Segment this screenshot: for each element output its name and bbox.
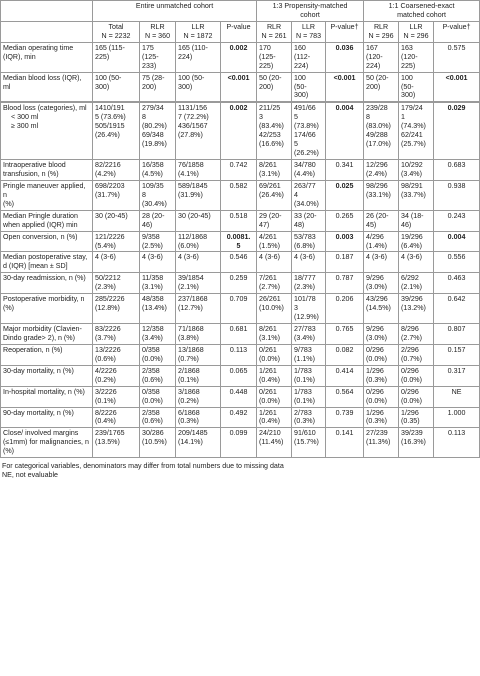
cell-e-rlr: 0/358 (0.0%) (140, 386, 176, 407)
row-label-text: Median Pringle duration when applied (IQR) min (3, 211, 78, 229)
row-label-text: Median postoperative stay, d (IQR) [mean ± SD] (3, 253, 88, 271)
cell-c-p: <0.001 (434, 72, 480, 102)
cell-c-llr: 6/292 (2.1%) (399, 273, 434, 294)
cell-total: 100 (50- 300) (93, 72, 140, 102)
row-label-text: Open conversion, n (%) (3, 232, 78, 241)
table-body (1, 42, 480, 457)
table-row (1, 324, 480, 345)
cell-p-llr: 100 (50- 300) (292, 72, 326, 102)
cell-total: 1410/191 5 (73.6%) 505/1915 (26.4%) (93, 102, 140, 159)
table-row (1, 180, 480, 210)
row-label-text: Major morbidity (Clavien- Dindo grade> 2), n (%) (3, 325, 82, 342)
group-entire-cohort: Entire unmatched cohort (93, 1, 257, 22)
cell-p-p: 0.004 (326, 102, 364, 159)
cell-e-p: 0.546 (221, 252, 257, 273)
cell-p-rlr: 29 (20- 47) (257, 210, 292, 231)
cell-p-llr: 91/610 (15.7%) (292, 428, 326, 458)
cell-p-rlr: 26/261 (10.0%) (257, 294, 292, 324)
cell-c-rlr: 43/296 (14.5%) (364, 294, 399, 324)
cell-e-p: 0.099 (221, 428, 257, 458)
cell-c-llr: 98/291 (33.7%) (399, 180, 434, 210)
cell-c-rlr: 12/296 (2.4%) (364, 160, 399, 181)
row-label (1, 231, 93, 252)
table-footnotes (0, 458, 479, 480)
footnote-ne: NE, not evaluable (2, 471, 58, 480)
cell-c-rlr: 1/296 (0.3%) (364, 407, 399, 428)
cell-p-p: 0.265 (326, 210, 364, 231)
cell-p-rlr: 7/261 (2.7%) (257, 273, 292, 294)
row-label (1, 365, 93, 386)
corner-cell (1, 1, 93, 22)
cell-p-llr: 34/780 (4.4%) (292, 160, 326, 181)
cell-e-llr: 76/1858 (4.1%) (176, 160, 221, 181)
cell-p-llr: 4 (3-6) (292, 252, 326, 273)
cell-p-p: 0.564 (326, 386, 364, 407)
header-cem-llr: LLR N = 296 (399, 21, 434, 42)
cell-c-p: 0.642 (434, 294, 480, 324)
cell-c-llr: 8/296 (2.7%) (399, 324, 434, 345)
cell-e-p: 0.259 (221, 273, 257, 294)
header-entire-rlr: RLR N = 360 (140, 21, 176, 42)
cell-p-p: 0.082 (326, 344, 364, 365)
cell-e-llr: 100 (50- 300) (176, 72, 221, 102)
cell-c-rlr: 167 (120- 224) (364, 42, 399, 72)
cell-e-llr: 13/1868 (0.7%) (176, 344, 221, 365)
cell-e-rlr: 12/358 (3.4%) (140, 324, 176, 345)
table-row (1, 252, 480, 273)
row-label-text: In-hospital mortality, n (%) (3, 387, 85, 396)
cell-c-p: 0.575 (434, 42, 480, 72)
row-label (1, 102, 93, 159)
cell-e-p: 0.518 (221, 210, 257, 231)
table-row (1, 365, 480, 386)
header-psm-llr: LLR N = 783 (292, 21, 326, 42)
cell-p-p: <0.001 (326, 72, 364, 102)
cell-e-p: 0.113 (221, 344, 257, 365)
row-label (1, 180, 93, 210)
cell-p-llr: 18/777 (2.3%) (292, 273, 326, 294)
cell-p-llr: 1/783 (0.1%) (292, 386, 326, 407)
row-sublabel: < 300 ml (11, 113, 39, 122)
cell-p-p: 0.003 (326, 231, 364, 252)
group-header-row (1, 1, 480, 22)
row-label-text: Median blood loss (IQR), ml (3, 73, 82, 91)
row-sublabel: ≥ 300 ml (11, 122, 39, 131)
cell-c-llr: 34 (18- 46) (399, 210, 434, 231)
cell-total: 165 (115- 225) (93, 42, 140, 72)
cell-e-p: 0.742 (221, 160, 257, 181)
cell-e-llr: 3/1868 (0.2%) (176, 386, 221, 407)
cell-c-llr: 0/296 (0.0%) (399, 365, 434, 386)
cell-c-llr: 4 (3-6) (399, 252, 434, 273)
cell-e-rlr: 2/358 (0.6%) (140, 407, 176, 428)
cell-p-llr: 27/783 (3.4%) (292, 324, 326, 345)
cell-p-llr: 491/66 5 (73.8%) 174/66 5 (26.2%) (292, 102, 326, 159)
row-label (1, 42, 93, 72)
table-row (1, 428, 480, 458)
cell-c-rlr: 4 (3-6) (364, 252, 399, 273)
row-label (1, 407, 93, 428)
cell-p-llr: 53/783 (6.8%) (292, 231, 326, 252)
cell-c-p: 1.000 (434, 407, 480, 428)
cell-p-llr: 263/77 4 (34.0%) (292, 180, 326, 210)
cell-e-llr: 165 (110- 224) (176, 42, 221, 72)
cell-e-p: 0.681 (221, 324, 257, 345)
cell-p-p: 0.739 (326, 407, 364, 428)
cell-e-rlr: 0/358 (0.0%) (140, 344, 176, 365)
cell-c-rlr: 9/296 (3.0%) (364, 324, 399, 345)
cell-c-llr: 100 (50- 300) (399, 72, 434, 102)
group-propensity-matched: 1:3 Propensity-matched cohort (257, 1, 364, 22)
cell-p-rlr: 4/261 (1.5%) (257, 231, 292, 252)
table-row (1, 273, 480, 294)
cell-total: 82/2216 (4.2%) (93, 160, 140, 181)
cell-e-rlr: 16/358 (4.5%) (140, 160, 176, 181)
table-row (1, 72, 480, 102)
cell-p-rlr: 1/261 (0.4%) (257, 407, 292, 428)
cell-p-p: 0.187 (326, 252, 364, 273)
cell-e-llr: 2/1868 (0.1%) (176, 365, 221, 386)
cell-c-llr: 179/24 1 (74.3%) 62/241 (25.7%) (399, 102, 434, 159)
table-row (1, 42, 480, 72)
cell-c-llr: 39/239 (16.3%) (399, 428, 434, 458)
cell-p-llr: 9/783 (1.1%) (292, 344, 326, 365)
cell-p-llr: 33 (20- 48) (292, 210, 326, 231)
cell-e-p: 0.002 (221, 42, 257, 72)
row-label (1, 344, 93, 365)
cell-p-rlr: 69/261 (26.4%) (257, 180, 292, 210)
row-label (1, 324, 93, 345)
cell-p-rlr: 24/210 (11.4%) (257, 428, 292, 458)
cell-e-llr: 209/1485 (14.1%) (176, 428, 221, 458)
cell-e-llr: 39/1854 (2.1%) (176, 273, 221, 294)
cell-e-rlr: 28 (20- 46) (140, 210, 176, 231)
row-label (1, 210, 93, 231)
row-label (1, 273, 93, 294)
cell-c-p: 0.243 (434, 210, 480, 231)
cell-e-llr: 589/1845 (31.9%) (176, 180, 221, 210)
header-psm-pvalue: P-value† (326, 21, 364, 42)
header-cem-pvalue: P-value† (434, 21, 480, 42)
group-coarsened-exact: 1:1 Coarsened-exact matched cohort (364, 1, 480, 22)
row-label-text: Reoperation, n (%) (3, 345, 63, 354)
row-label (1, 72, 93, 102)
cell-p-llr: 101/78 3 (12.9%) (292, 294, 326, 324)
cell-c-rlr: 4/296 (1.4%) (364, 231, 399, 252)
cell-c-p: 0.807 (434, 324, 480, 345)
table-row (1, 102, 480, 159)
cell-e-rlr: 30/286 (10.5%) (140, 428, 176, 458)
cell-c-llr: 0/296 (0.0%) (399, 386, 434, 407)
cell-p-p: 0.765 (326, 324, 364, 345)
cell-p-p: 0.414 (326, 365, 364, 386)
cell-e-llr: 6/1868 (0.3%) (176, 407, 221, 428)
cell-e-llr: 71/1868 (3.8%) (176, 324, 221, 345)
cell-e-p: 0.065 (221, 365, 257, 386)
cell-e-rlr: 4 (3-6) (140, 252, 176, 273)
cell-p-rlr: 0/261 (0.0%) (257, 344, 292, 365)
cell-c-rlr: 239/28 8 (83.0%) 49/288 (17.0%) (364, 102, 399, 159)
row-label (1, 428, 93, 458)
row-label (1, 252, 93, 273)
cell-p-p: 0.787 (326, 273, 364, 294)
cell-total: 121/2226 (5.4%) (93, 231, 140, 252)
cell-e-llr: 30 (20-45) (176, 210, 221, 231)
cell-c-p: 0.004 (434, 231, 480, 252)
cell-e-rlr: 48/358 (13.4%) (140, 294, 176, 324)
cell-p-llr: 2/783 (0.3%) (292, 407, 326, 428)
cell-c-llr: 2/296 (0.7%) (399, 344, 434, 365)
table-row (1, 210, 480, 231)
table-row (1, 231, 480, 252)
cell-e-rlr: 11/358 (3.1%) (140, 273, 176, 294)
header-psm-rlr: RLR N = 261 (257, 21, 292, 42)
footnote-denominators: For categorical variables, denominators may differ from total numbers due to missing data (2, 462, 284, 471)
cell-total: 30 (20-45) (93, 210, 140, 231)
cell-e-p: 0.582 (221, 180, 257, 210)
cell-e-llr: 112/1868 (6.0%) (176, 231, 221, 252)
cell-c-rlr: 9/296 (3.0%) (364, 273, 399, 294)
cell-p-rlr: 1/261 (0.4%) (257, 365, 292, 386)
row-label-text: 30-day readmission, n (%) (3, 274, 86, 283)
cell-e-rlr: 109/35 8 (30.4%) (140, 180, 176, 210)
row-label-text: Blood loss (categories), ml (3, 104, 87, 113)
cell-c-rlr: 1/296 (0.3%) (364, 365, 399, 386)
cell-p-rlr: 50 (20- 200) (257, 72, 292, 102)
cell-c-llr: 163 (120- 225) (399, 42, 434, 72)
row-label-text: Median operating time (IQR), min (3, 43, 74, 61)
table-row (1, 386, 480, 407)
cell-total: 239/1765 (13.5%) (93, 428, 140, 458)
cell-total: 13/2226 (0.6%) (93, 344, 140, 365)
cell-e-p: 0.448 (221, 386, 257, 407)
cell-e-p: 0.492 (221, 407, 257, 428)
cell-c-p: 0.556 (434, 252, 480, 273)
cell-e-rlr: 175 (125- 233) (140, 42, 176, 72)
cell-total: 83/2226 (3.7%) (93, 324, 140, 345)
cell-p-p: 0.206 (326, 294, 364, 324)
cell-c-llr: 19/296 (6.4%) (399, 231, 434, 252)
row-label-text: Close/ involved margins (≤1mm) for malignancies, n (%) (3, 429, 89, 456)
cell-c-llr: 1/296 (0.35) (399, 407, 434, 428)
cell-e-llr: 4 (3-6) (176, 252, 221, 273)
cell-c-llr: 39/296 (13.2%) (399, 294, 434, 324)
cell-e-p: <0.001 (221, 72, 257, 102)
cell-total: 4/2226 (0.2%) (93, 365, 140, 386)
column-header-row (1, 21, 480, 42)
row-label-text: Intraoperative blood transfusion, n (%) (3, 161, 66, 178)
cell-c-p: 0.683 (434, 160, 480, 181)
table-row (1, 294, 480, 324)
cell-e-p: 0.0081. 5 (221, 231, 257, 252)
row-label-text: Pringle maneuver applied, n (%) (3, 181, 86, 208)
cell-p-rlr: 4 (3-6) (257, 252, 292, 273)
cell-c-rlr: 98/296 (33.1%) (364, 180, 399, 210)
cell-p-rlr: 0/261 (0.0%) (257, 386, 292, 407)
table-row (1, 160, 480, 181)
cell-c-p: 0.157 (434, 344, 480, 365)
table-row (1, 344, 480, 365)
row-label (1, 294, 93, 324)
cell-total: 8/2226 (0.4%) (93, 407, 140, 428)
cell-e-rlr: 75 (28- 200) (140, 72, 176, 102)
cell-e-rlr: 2/358 (0.6%) (140, 365, 176, 386)
cell-e-p: 0.002 (221, 102, 257, 159)
cell-total: 4 (3-6) (93, 252, 140, 273)
cell-c-p: NE (434, 386, 480, 407)
cell-p-rlr: 8/261 (3.1%) (257, 160, 292, 181)
cell-c-rlr: 0/296 (0.0%) (364, 386, 399, 407)
cell-total: 698/2203 (31.7%) (93, 180, 140, 210)
cell-p-rlr: 170 (125- 225) (257, 42, 292, 72)
header-total: Total N = 2232 (93, 21, 140, 42)
header-cem-rlr: RLR N = 296 (364, 21, 399, 42)
table-row (1, 407, 480, 428)
cell-e-llr: 237/1868 (12.7%) (176, 294, 221, 324)
cell-c-rlr: 50 (20- 200) (364, 72, 399, 102)
cell-p-llr: 1/783 (0.1%) (292, 365, 326, 386)
row-label (1, 160, 93, 181)
cell-c-rlr: 27/239 (11.3%) (364, 428, 399, 458)
cell-c-p: 0.317 (434, 365, 480, 386)
row-label-text: 30-day mortality, n (%) (3, 366, 74, 375)
cell-p-p: 0.341 (326, 160, 364, 181)
cell-e-rlr: 279/34 8 (80.2%) 69/348 (19.8%) (140, 102, 176, 159)
cell-e-llr: 1131/156 7 (72.2%) 436/1567 (27.8%) (176, 102, 221, 159)
cell-total: 50/2212 (2.3%) (93, 273, 140, 294)
header-entire-llr: LLR N = 1872 (176, 21, 221, 42)
row-label-text: 90-day mortality, n (%) (3, 408, 74, 417)
cell-c-p: 0.938 (434, 180, 480, 210)
cell-p-rlr: 8/261 (3.1%) (257, 324, 292, 345)
cell-e-p: 0.709 (221, 294, 257, 324)
cell-p-p: 0.036 (326, 42, 364, 72)
header-entire-pvalue: P-value (221, 21, 257, 42)
cell-c-p: 0.113 (434, 428, 480, 458)
cell-c-llr: 10/292 (3.4%) (399, 160, 434, 181)
cell-total: 285/2226 (12.8%) (93, 294, 140, 324)
cell-e-rlr: 9/358 (2.5%) (140, 231, 176, 252)
label-header-cell (1, 21, 93, 42)
cell-p-p: 0.025 (326, 180, 364, 210)
row-label (1, 386, 93, 407)
cell-c-p: 0.463 (434, 273, 480, 294)
row-label-text: Postoperative morbidity, n (%) (3, 295, 85, 313)
cell-p-rlr: 211/25 3 (83.4%) 42/253 (16.6%) (257, 102, 292, 159)
cell-p-llr: 160 (112- 224) (292, 42, 326, 72)
cell-c-rlr: 26 (20- 45) (364, 210, 399, 231)
cell-c-p: 0.029 (434, 102, 480, 159)
cell-c-rlr: 0/296 (0.0%) (364, 344, 399, 365)
cell-p-p: 0.141 (326, 428, 364, 458)
cell-total: 3/2226 (0.1%) (93, 386, 140, 407)
